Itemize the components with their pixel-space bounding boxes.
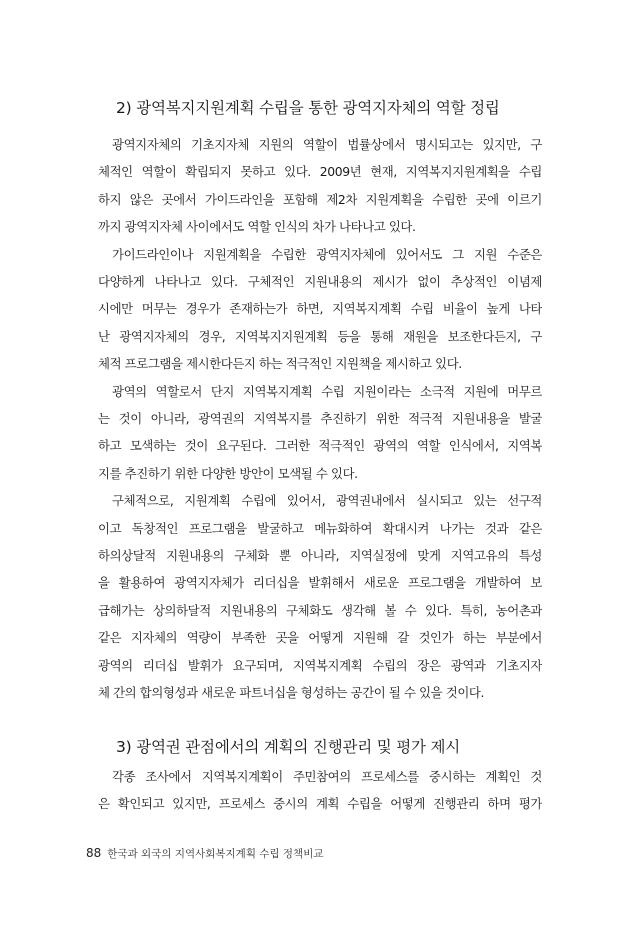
paragraph-line: 까지 광역지자체 사이에서도 역할 인식의 차가 나타나고 있다. — [98, 219, 416, 235]
paragraph-line: 광역지자체의 기초지자체 지원의 역할이 법률상에서 명시되고는 있지만, 구 — [112, 137, 542, 152]
paragraph-line: 하의상달적 지원내용의 구체화 뿐 아니라, 지역실정에 맞게 지역고유의 특성 — [98, 547, 542, 563]
section-2-paragraph-1 — [98, 131, 542, 241]
paragraph-line: 지를 추진하기 위한 다양한 방안이 모색될 수 있다. — [98, 465, 358, 481]
paragraph-line: 을 활용하여 광역지자체가 리더십을 발휘해서 새로운 프로그램을 개발하여 보 — [98, 575, 542, 591]
paragraph-line: 각종 조사에서 지역복지계획이 주민참여의 프로세스를 중시하는 계획인 것 — [112, 769, 542, 784]
paragraph-line: 구체적으로, 지원계획 수립에 있어서, 광역권내에서 실시되고 있는 선구적 — [112, 493, 542, 509]
section-2-paragraph-4 — [98, 487, 542, 706]
running-title: 한국과 외국의 지역사회복지계획 수립 정책비교 — [107, 848, 324, 860]
paragraph-line: 광역의 역할로서 단지 지역복지계획 수립 지원이라는 소극적 지원에 머무르 — [112, 383, 542, 399]
paragraph-line: 하지 않은 곳에서 가이드라인을 포함해 제2차 지원계획을 수립한 곳에 이르기 — [98, 191, 542, 207]
paragraph-line: 난 광역지자체의 경우, 지역복지지원계획 등을 통해 재원을 보조한다든지, 구 — [98, 328, 542, 344]
paragraph-line: 하고 모색하는 것이 요구된다. 그러한 적극적인 광역의 역할 인식에서, 지역복 — [98, 438, 542, 454]
paragraph-line: 광역의 리더십 발휘가 요구되며, 지역복지계획 수립의 장은 광역과 기초지자 — [98, 657, 542, 673]
paragraph-line: 가이드라인이나 지원계획을 수립한 광역지자체에 있어서도 그 지원 수준은 — [112, 246, 542, 262]
page-number: 88 — [86, 846, 102, 860]
paragraph-line: 은 확인되고 있지만, 프로세스 중시의 계획 수립을 어떻게 진행관리 하며 평가 — [98, 796, 542, 812]
paragraph-line: 체 간의 합의형성과 새로운 파트너십을 형성하는 공간이 될 수 있을 것이다. — [98, 684, 485, 700]
paragraph-line: 는 것이 아니라, 광역권의 지역복지를 추진하기 위한 적극적 지원내용을 발굴 — [98, 410, 542, 426]
paragraph-line: 다양하게 나타나고 있다. 구체적인 지원내용의 제시가 없이 추상적인 이념제 — [98, 273, 542, 289]
paragraph-line: 급해가는 상의하달적 지원내용의 구체화도 생각해 볼 수 있다. 특히, 농어촌과 — [98, 602, 542, 618]
section-2-paragraph-3 — [98, 378, 542, 488]
page-footer — [86, 846, 324, 861]
section-2-heading: 2) 광역복지지원계획 수립을 통한 광역지자체의 역할 정립 — [116, 99, 500, 117]
paragraph-line: 같은 지자체의 역량이 부족한 곳을 어떻게 지원해 갈 것인가 하는 부분에서 — [98, 630, 542, 646]
section-2-paragraph-2 — [98, 241, 542, 378]
paragraph-line: 이고 독창적인 프로그램을 발굴하고 메뉴화하여 확대시켜 나가는 것과 같은 — [98, 520, 542, 536]
section-3-paragraph-1 — [98, 763, 542, 818]
paragraph-line: 체적 프로그램을 제시한다든지 하는 적극적인 지원책을 제시하고 있다. — [98, 356, 462, 372]
section-3-heading: 3) 광역권 관점에서의 계획의 진행관리 및 평가 제시 — [116, 738, 461, 756]
paragraph-line: 체적인 역할이 확립되지 못하고 있다. 2009년 현재, 지역복지지원계획을 수립 — [98, 164, 542, 180]
paragraph-line: 시에만 머무는 경우가 존재하는가 하면, 지역복지계획 수립 비율이 높게 나타 — [98, 301, 542, 317]
